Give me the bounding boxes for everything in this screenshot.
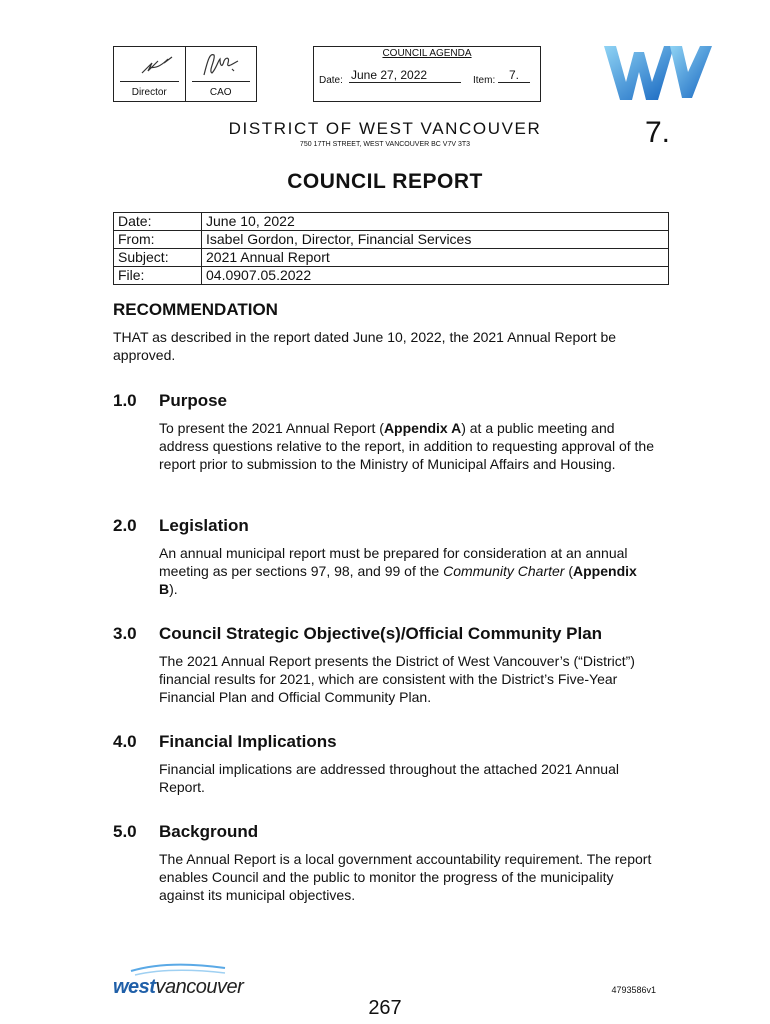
meta-row-from <box>114 231 669 249</box>
body-text: ) at a public meeting and address questions relative to the report, in addition to requesting approval of the report prior to submission to the Ministry of Municipal Affairs and Housing. <box>159 420 654 472</box>
document-id: 4793586v1 <box>611 985 656 995</box>
meta-key: File: <box>114 267 202 285</box>
district-address: 750 17TH STREET, WEST VANCOUVER BC V7V 3T3 <box>299 141 471 148</box>
director-signoff <box>114 47 185 101</box>
section-body-strategic-objectives: The 2021 Annual Report presents the District of West Vancouver’s (“District”) financial results for 2021, which are consistent with the District’s Five-Year Financial Plan and Official Community Plan. <box>159 653 635 705</box>
body-text: To present the 2021 Annual Report ( <box>159 420 384 436</box>
section-title-financial-implications: Financial Implications <box>159 732 337 751</box>
director-signature-mark <box>122 49 178 79</box>
section-number: 3.0 <box>113 624 137 643</box>
agenda-item-value: 7. <box>498 68 530 83</box>
report-title: COUNCIL REPORT <box>287 170 483 193</box>
west-vancouver-logo-icon <box>600 42 715 104</box>
community-charter-ref: Community Charter <box>443 563 565 579</box>
agenda-title: COUNCIL AGENDA <box>382 48 472 59</box>
signoff-table <box>113 46 257 102</box>
section-title-purpose: Purpose <box>159 391 228 410</box>
body-text: An annual municipal report must be prepared for consideration at an annual meeting as per sections 97, 98, and 99 of the <box>159 545 628 579</box>
agenda-date-value: June 27, 2022 <box>349 68 461 83</box>
director-label: Director <box>131 87 167 98</box>
meta-value: 04.0907.05.2022 <box>202 267 669 285</box>
meta-key: Date: <box>114 213 202 231</box>
cao-signoff <box>185 47 257 101</box>
agenda-item-label: Item: <box>473 75 496 86</box>
council-agenda-box <box>313 46 541 102</box>
meta-value: June 10, 2022 <box>202 213 669 231</box>
section-title-background: Background <box>159 822 259 841</box>
section-number: 2.0 <box>113 516 137 535</box>
cao-signature-mark <box>194 49 250 79</box>
signature-line <box>120 81 179 82</box>
recommendation-text: THAT as described in the report dated June 10, 2022, the 2021 Annual Report be approved. <box>113 329 617 363</box>
cao-label: CAO <box>209 87 232 98</box>
section-title-strategic-objectives: Council Strategic Objective(s)/Official Community Plan <box>159 624 603 643</box>
meta-key: From: <box>114 231 202 249</box>
report-meta-table <box>113 212 669 285</box>
item-number: 7. <box>645 116 671 149</box>
body-text: ( <box>564 563 574 579</box>
meta-row-file <box>114 267 669 285</box>
section-number: 5.0 <box>113 822 137 841</box>
agenda-date-label: Date: <box>319 75 343 86</box>
appendix-a-ref: Appendix A <box>383 420 462 436</box>
meta-value: Isabel Gordon, Director, Financial Services <box>202 231 669 249</box>
svg-text:westvancouver: westvancouver <box>113 976 244 998</box>
recommendation-heading: RECOMMENDATION <box>113 300 278 319</box>
body-text: ). <box>169 581 178 597</box>
meta-row-date <box>114 213 669 231</box>
section-title-legislation: Legislation <box>159 516 249 535</box>
signature-line <box>192 81 251 82</box>
meta-key: Subject: <box>114 249 202 267</box>
section-body-purpose <box>159 419 659 473</box>
section-body-background: The Annual Report is a local government accountability requirement. The report enables Council and the public to monitor the progress of the municipality against its municipal objectives. <box>159 851 652 903</box>
section-body-legislation <box>159 544 659 598</box>
section-body-financial-implications: Financial implications are addressed throughout the attached 2021 Annual Report. <box>159 761 619 795</box>
meta-row-subject <box>114 249 669 267</box>
section-number: 4.0 <box>113 732 137 751</box>
section-number: 1.0 <box>113 391 137 410</box>
district-name: DISTRICT OF WEST VANCOUVER <box>228 119 542 138</box>
meta-value: 2021 Annual Report <box>202 249 669 267</box>
page-number: 267 <box>368 997 402 1019</box>
footer-west-vancouver-logo <box>113 962 253 998</box>
appendix-b-ref: Appendix B <box>159 563 637 597</box>
